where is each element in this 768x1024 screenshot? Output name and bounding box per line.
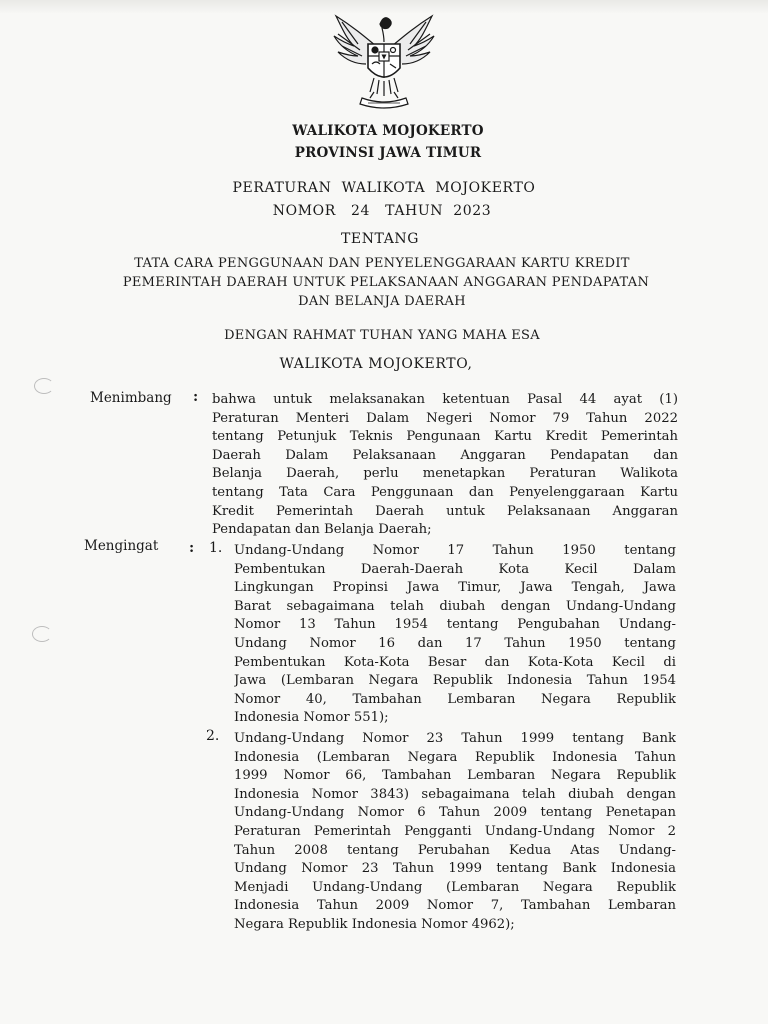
title-line-1: TATA CARA PENGGUNAAN DAN PENYELENGGARAAN KARTU KREDIT xyxy=(134,256,630,271)
title-line-2: PEMERINTAH DAERAH UNTUK PELAKSANAAN ANGGARAN PENDAPATAN xyxy=(122,275,650,290)
paragraph-line: Peraturan Menteri Dalam Negeri Nomor 79 Tahun 2022 xyxy=(212,410,678,426)
paragraph-line: Negara Republik Indonesia Nomor 4962); xyxy=(234,916,515,932)
province-heading: PROVINSI JAWA TIMUR xyxy=(294,145,482,161)
paragraph-line: Peraturan Pemerintah Pengganti Undang-Undang Nomor 2 xyxy=(234,823,676,839)
regulation-type: PERATURAN WALIKOTA MOJOKERTO xyxy=(232,180,536,196)
paragraph-line: Belanja Daerah, perlu menetapkan Peraturan Walikota xyxy=(212,466,678,482)
paragraph-line: Undang Nomor 23 Tahun 1999 tentang Bank Indonesia xyxy=(234,861,676,877)
paragraph-line: Indonesia Nomor 3843) sebagaimana telah diubah dengan xyxy=(234,786,676,802)
punch-hole-mark xyxy=(34,378,54,394)
paragraph-line: Undang-Undang Nomor 6 Tahun 2009 tentang Penetapan xyxy=(234,805,676,821)
paragraph-line: Indonesia Tahun 2009 Nomor 7, Tambahan Lembaran xyxy=(234,898,676,914)
paragraph-line: Tahun 2008 tentang Perubahan Kedua Atas Undang- xyxy=(234,842,676,858)
issuer: WALIKOTA MOJOKERTO, xyxy=(279,356,473,372)
list-number: 1. xyxy=(209,540,223,556)
title-line-3: DAN BELANJA DAERAH xyxy=(298,294,466,309)
paragraph-line: Menjadi Undang-Undang (Lembaran Negara Republik xyxy=(234,879,676,895)
authority-heading: WALIKOTA MOJOKERTO xyxy=(292,123,484,139)
punch-hole-mark xyxy=(32,626,52,642)
paragraph-line: Kredit Pemerintah Daerah untuk Pelaksanaan Anggaran xyxy=(212,503,678,519)
paragraph-line: tentang Petunjuk Teknis Pengunaan Kartu Kredit Pemerintah xyxy=(212,429,678,445)
paragraph-line: Barat sebagaimana telah diubah dengan Undang-Undang xyxy=(234,598,676,614)
mengingat-label: Mengingat xyxy=(84,538,159,554)
paragraph-line: Undang Nomor 16 dan 17 Tahun 1950 tentang xyxy=(234,635,676,651)
menimbang-colon: : xyxy=(193,389,199,405)
mengingat-item-1 xyxy=(234,542,676,728)
paragraph-line: Daerah Dalam Pelaksanaan Anggaran Pendapatan dan xyxy=(212,447,678,463)
about-label: TENTANG xyxy=(340,231,420,247)
paragraph-line: Pendapatan dan Belanja Daerah; xyxy=(212,522,432,538)
mengingat-colon: : xyxy=(189,540,195,556)
list-number: 2. xyxy=(206,728,220,744)
paragraph-line: Nomor 13 Tahun 1954 tentang Pengubahan Undang- xyxy=(234,617,676,633)
paragraph-line: Jawa (Lembaran Negara Republik Indonesia Tahun 1954 xyxy=(234,673,676,689)
preamble: DENGAN RAHMAT TUHAN YANG MAHA ESA xyxy=(224,328,540,343)
paragraph-line: tentang Tata Cara Penggunaan dan Penyelenggaraan Kartu xyxy=(212,484,678,500)
paragraph-line: Lingkungan Propinsi Jawa Timur, Jawa Tengah, Jawa xyxy=(234,580,676,596)
paragraph-line: 1999 Nomor 66, Tambahan Lembaran Negara Republik xyxy=(234,768,676,784)
regulation-number: NOMOR 24 TAHUN 2023 xyxy=(272,203,492,219)
paragraph-line: Undang-Undang Nomor 17 Tahun 1950 tentang xyxy=(234,543,676,558)
paragraph-line: Nomor 40, Tambahan Lembaran Negara Republik xyxy=(234,691,676,707)
paragraph-line: Indonesia Nomor 551); xyxy=(234,710,389,726)
paragraph-line: bahwa untuk melaksanakan ketentuan Pasal 44 ayat (1) xyxy=(212,392,678,407)
paragraph-line: Indonesia (Lembaran Negara Republik Indonesia Tahun xyxy=(234,749,676,765)
garuda-emblem-icon xyxy=(324,6,444,116)
mengingat-item-2 xyxy=(234,730,676,935)
paragraph-line: Undang-Undang Nomor 23 Tahun 1999 tentang Bank xyxy=(234,731,676,746)
menimbang-label: Menimbang xyxy=(90,390,172,406)
menimbang-paragraph xyxy=(212,391,678,540)
paragraph-line: Pembentukan Daerah-Daerah Kota Kecil Dalam xyxy=(234,561,676,577)
paragraph-line: Pembentukan Kota-Kota Besar dan Kota-Kota Kecil di xyxy=(234,654,676,670)
